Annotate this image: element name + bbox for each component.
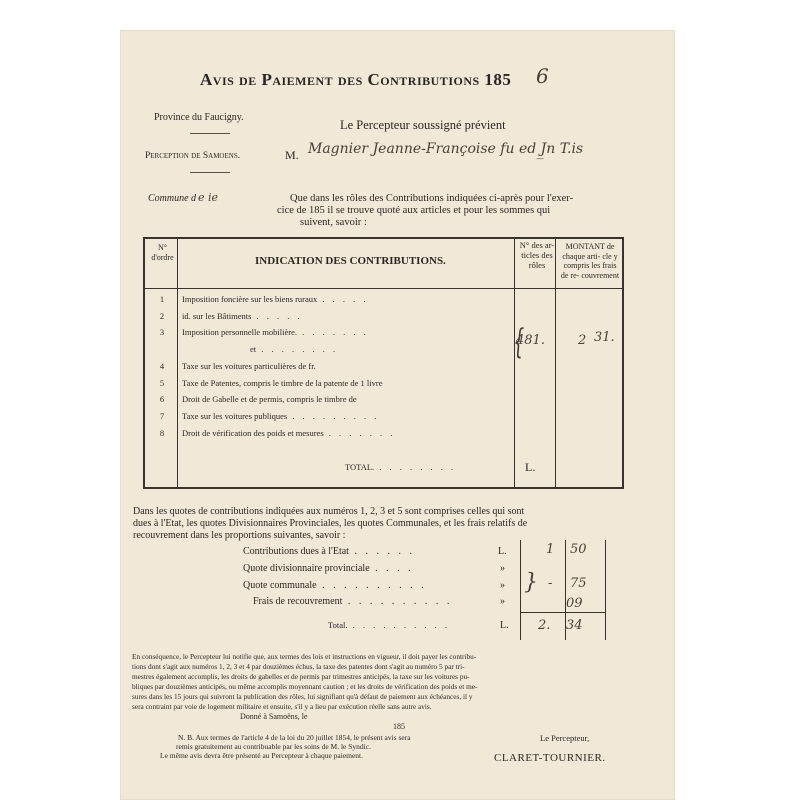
perception-label: Perception de Samoens. bbox=[145, 151, 241, 161]
subdivision-mark: L. bbox=[498, 546, 507, 557]
row-number: 8 bbox=[159, 428, 165, 438]
handwritten-year: 6 bbox=[536, 64, 549, 88]
row-label: Droit de Gabelle et de permis, compris le timbre de bbox=[182, 394, 357, 404]
table-header-divider bbox=[145, 288, 622, 289]
col-header-indication: INDICATION DES CONTRIBUTIONS. bbox=[255, 255, 446, 267]
subdivision-mark: » bbox=[500, 596, 505, 607]
handwritten-article-number: 481. bbox=[516, 333, 545, 348]
intro-line: Que dans les rôles des Contributions indiquées ci-après pour l'exer- bbox=[290, 193, 574, 204]
issued-at: Donné à Samoëns, le bbox=[240, 712, 308, 721]
handwritten-amount: 2. bbox=[538, 618, 551, 633]
table-total-label: TOTAL. . . . . . . . . bbox=[345, 462, 457, 472]
divider bbox=[190, 133, 230, 134]
handwritten-brace: } bbox=[524, 570, 538, 595]
subdivision-paragraph-line: Dans les quotes de contributions indiquées aux numéros 1, 2, 3 et 5 sont comprises celles qui sont bbox=[133, 506, 525, 517]
subdivision-item: Quote divisionnaire provinciale . . . . bbox=[243, 563, 414, 574]
percepteur-name: CLARET-TOURNIER. bbox=[494, 752, 606, 764]
table-column-divider bbox=[177, 239, 178, 489]
row-label: Taxe de Patentes, compris le timbre de la patente de 1 livre bbox=[182, 378, 383, 388]
m-label: M. bbox=[285, 148, 299, 162]
row-label: id. sur les Bâtiments . . . . . bbox=[182, 311, 303, 321]
handwritten-amount: 50 bbox=[570, 542, 587, 557]
document-title: Avis de Paiement des Contributions 185 bbox=[200, 70, 512, 89]
row-number: 7 bbox=[159, 411, 165, 421]
note-line: N. B. Aux termes de l'article 4 de la loi du 20 juillet 1854, le présent avis sera bbox=[178, 733, 411, 742]
row-number: 3 bbox=[159, 327, 165, 337]
handwritten-amount: 09 bbox=[566, 596, 583, 611]
percepteur-notice: Le Percepteur soussigné prévient bbox=[340, 118, 506, 132]
subtable-divider bbox=[605, 540, 606, 640]
subdivision-item: Quote communale . . . . . . . . . . bbox=[243, 580, 427, 591]
consequence-line: mestres également accomplis, les droits de gabelles et de permis par trimestres anticipés, la taxe sur les voitures pu- bbox=[132, 672, 470, 681]
subdivision-total-mark: L. bbox=[500, 620, 509, 631]
commune-label: Commune d bbox=[148, 193, 197, 204]
consequence-line: En conséquence, le Percepteur lui notifie que, aux termes des lois et instructions en vigueur, il doit payer les contribu- bbox=[132, 652, 477, 661]
row-number: 2 bbox=[159, 311, 165, 321]
subtable-divider bbox=[520, 540, 521, 640]
table-total-currency: L. bbox=[525, 460, 536, 474]
subdivision-total-label: Total. . . . . . . . . . . bbox=[328, 620, 450, 630]
row-label: Imposition foncière sur les biens ruraux . . . . . bbox=[182, 294, 369, 304]
row-number: 6 bbox=[159, 394, 165, 404]
row-number: 4 bbox=[159, 361, 165, 371]
row-number: 1 bbox=[159, 294, 165, 304]
consequence-line: sures dans les 15 jours qui suivront la publication des rôles, lui signifiant qu'à défaut de paiement aux échéances, il y bbox=[132, 692, 473, 701]
divider bbox=[190, 172, 230, 173]
handwritten-amount: 75 bbox=[570, 576, 587, 591]
row-label: Taxe sur les voitures publiques . . . . . . . . . bbox=[182, 411, 380, 421]
subdivision-item: Contributions dues à l'Etat . . . . . . bbox=[243, 546, 415, 557]
row-label: et . . . . . . . . bbox=[250, 344, 339, 354]
consequence-line: bliques par douzièmes anticipés, ou même accomplis moyennant caution ; et les droits de vérification des poids et me- bbox=[132, 682, 478, 691]
row-label: Droit de vérification des poids et mesures . . . . . . . bbox=[182, 428, 396, 438]
row-label: Taxe sur les voitures particulières de fr. bbox=[182, 361, 316, 371]
table-column-divider bbox=[514, 239, 515, 489]
subdivision-mark: » bbox=[500, 580, 505, 591]
col-header-articles: N° des ar- ticles des rôles bbox=[519, 240, 555, 270]
handwritten-amount-cent: 31. bbox=[594, 330, 615, 345]
row-label: Imposition personnelle mobilière. . . . . . . . bbox=[182, 327, 369, 337]
handwritten-brace: { bbox=[513, 322, 525, 362]
consequence-line: sera contraint par voie de logement militaire et ensuite, s'il y a lieu par exécution réelle sans autre avis. bbox=[132, 702, 432, 711]
col-header-no: N° d'ordre bbox=[151, 243, 174, 262]
issued-year: 185 bbox=[393, 722, 405, 731]
intro-line: suivent, savoir : bbox=[300, 217, 367, 228]
col-header-montant: MONTANT de chaque arti- cle y compris les frais de re- couvrement bbox=[560, 242, 620, 280]
table-column-divider bbox=[555, 239, 556, 489]
note-line: remis gratuitement au contribuable par les soins de M. le Syndic. bbox=[176, 742, 371, 751]
note-line: Le même avis devra être présenté au Percepteur à chaque paiement. bbox=[160, 751, 364, 760]
handwritten-amount: 34 bbox=[566, 618, 583, 633]
handwritten-amount: - bbox=[548, 576, 553, 591]
intro-line: cice de 185 il se trouve quoté aux articles et pour les sommes qui bbox=[277, 205, 551, 216]
row-number: 5 bbox=[159, 378, 165, 388]
consequence-line: tions dont s'agit aux numéros 1, 2, 3 et 4 par douzièmes échus, la taxe des patentes dont s'agit au numéro 5 par tri- bbox=[132, 662, 465, 671]
handwritten-amount: 1 bbox=[546, 542, 555, 557]
subdivision-item: Frais de recouvrement . . . . . . . . . . bbox=[253, 596, 453, 607]
percepteur-signature-label: Le Percepteur, bbox=[540, 733, 590, 743]
handwritten-amount-lire: 2 bbox=[578, 333, 587, 348]
handwritten-taxpayer-name: Magnier Jeanne-Françoise fu ed J̲n T.is bbox=[308, 141, 584, 157]
province-label: Province du Faucigny. bbox=[154, 112, 244, 123]
subtable-total-rule bbox=[520, 612, 605, 613]
subdivision-paragraph-line: dues à l'Etat, les quotes Divisionnaires Provinciales, les quotes Communales, et les frais relatifs de bbox=[133, 518, 528, 529]
subdivision-mark: » bbox=[500, 563, 505, 574]
subdivision-paragraph-line: recouvrement dans les proportions suivantes, savoir : bbox=[133, 530, 346, 541]
handwritten-commune: e ie bbox=[198, 191, 219, 204]
